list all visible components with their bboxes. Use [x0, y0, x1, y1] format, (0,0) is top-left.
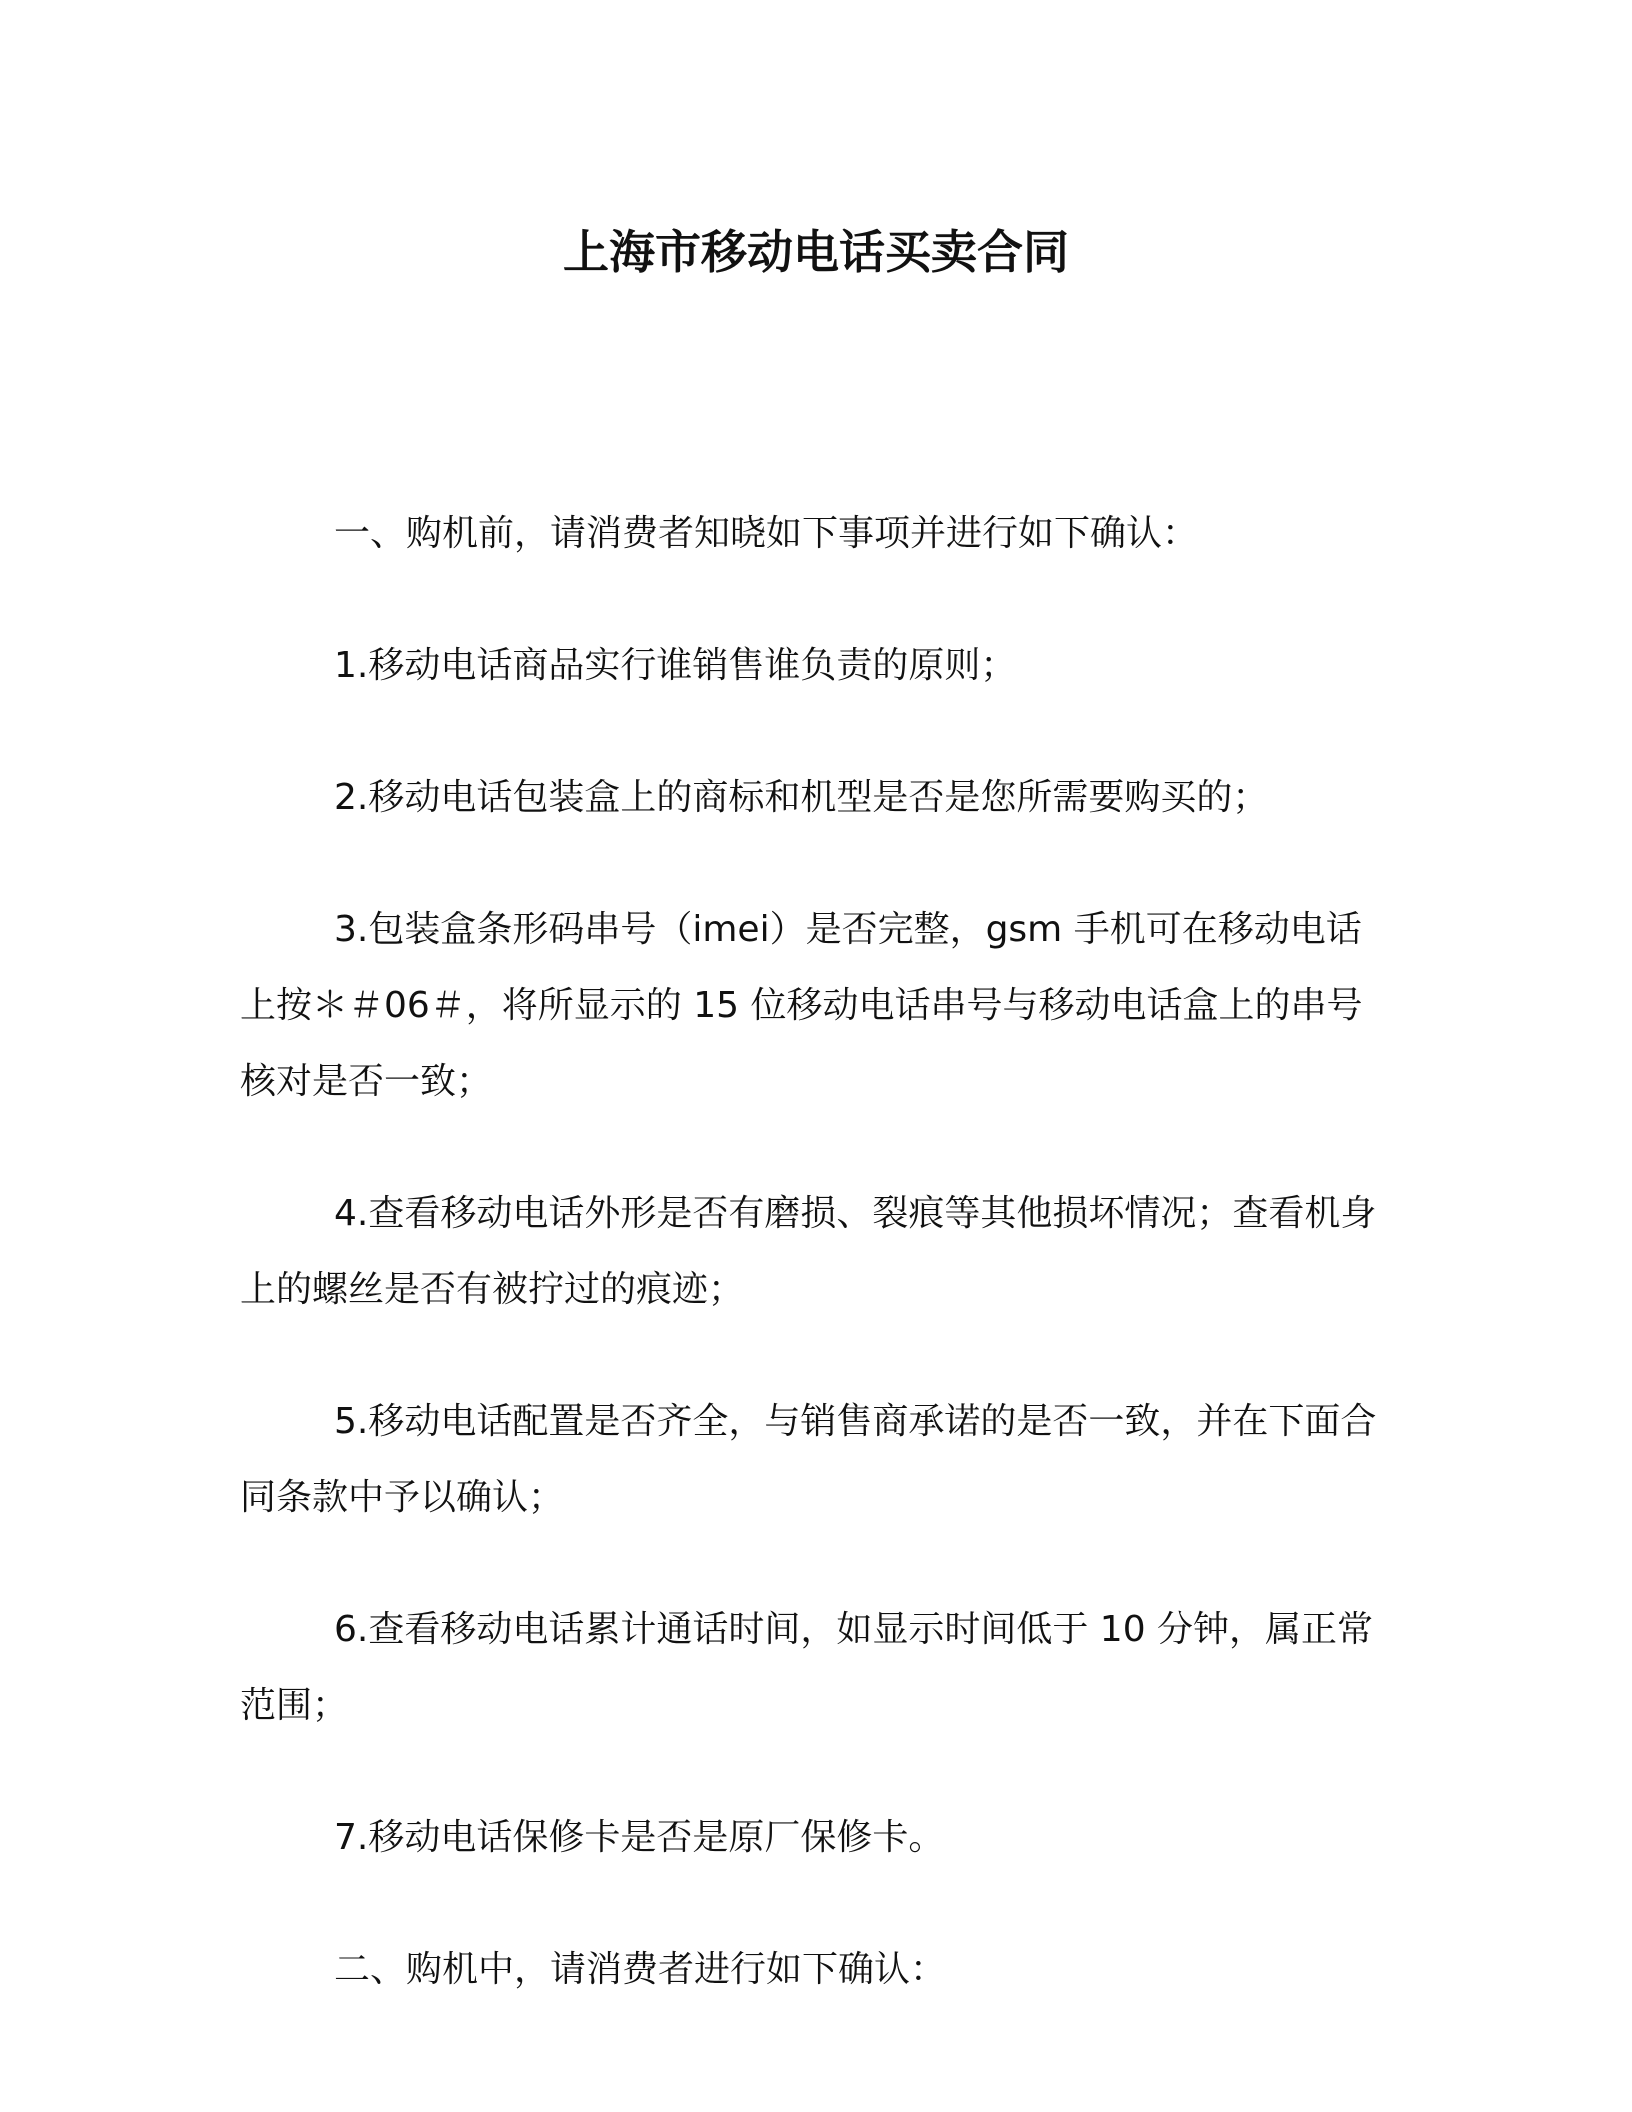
section-heading-during-purchase: 二、购机中，请消费者进行如下确认： [334, 1949, 947, 1990]
clause-5: 5.移动电话配置是否齐全，与销售商承诺的是否一致，并在下面合同条款中予以确认； [240, 1401, 1377, 1518]
section-heading-before-purchase: 一、购机前，请消费者知晓如下事项并进行如下确认： [334, 513, 1199, 554]
clause-3: 3.包装盒条形码串号（imei）是否完整，gsm 手机可在移动电话上按＊＃06＃，将所显示的 15 位移动电话串号与移动电话盒上的串号核对是否一致； [240, 909, 1363, 1102]
clause-6: 6.查看移动电话累计通话时间，如显示时间低于 10 分钟，属正常范围； [240, 1609, 1374, 1726]
document-title: 上海市移动电话买卖合同 [563, 225, 1069, 279]
clause-1: 1.移动电话商品实行谁销售谁负责的原则； [334, 645, 1017, 686]
clause-7: 7.移动电话保修卡是否是原厂保修卡。 [334, 1817, 945, 1858]
document-body [240, 496, 1385, 2064]
clause-4: 4.查看移动电话外形是否有磨损、裂痕等其他损坏情况；查看机身上的螺丝是否有被拧过的痕迹； [240, 1193, 1377, 1310]
clause-2: 2.移动电话包装盒上的商标和机型是否是您所需要购买的； [334, 777, 1269, 818]
